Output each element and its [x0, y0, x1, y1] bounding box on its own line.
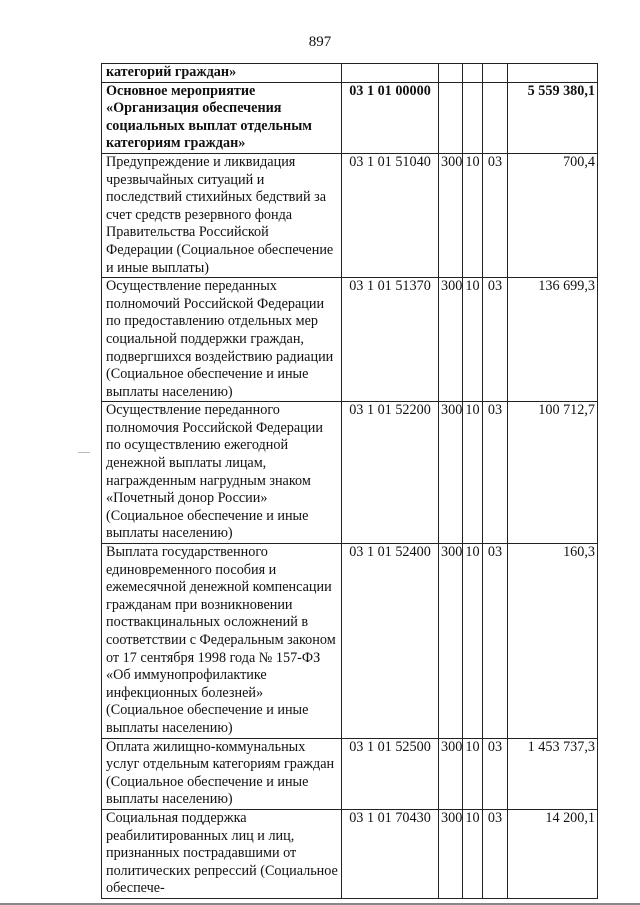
- cell-csr: 03 1 01 51370: [342, 278, 439, 402]
- cell-csr: 03 1 01 52500: [342, 738, 439, 809]
- cell-name: категорий граждан»: [102, 64, 342, 83]
- cell-name: Предупреждение и ликвидация чрезвычайных ситуаций и последствий стихийных бедствий за счет средств резервного фонда Правительства Российской Федерации (Социальное обеспечение и иные выплаты): [102, 153, 342, 277]
- table-row: [102, 809, 598, 898]
- table-row: [102, 544, 598, 739]
- cell-sum: 14 200,1: [508, 809, 598, 898]
- budget-table: [101, 63, 598, 899]
- cell-name: Основное мероприятие «Организация обеспечения социальных выплат отдельным категориям граждан»: [102, 82, 342, 153]
- table-row: [102, 64, 598, 83]
- cell-pr: 03: [483, 544, 508, 739]
- cell-rz: 10: [463, 809, 483, 898]
- cell-vr: 300: [439, 738, 463, 809]
- cell-vr: 300: [439, 153, 463, 277]
- margin-mark: [78, 452, 90, 453]
- table-row: [102, 402, 598, 544]
- cell-vr: [439, 64, 463, 83]
- cell-pr: 03: [483, 738, 508, 809]
- cell-name: Осуществление переданного полномочия Российской Федерации по осуществлению ежегодной денежной выплаты лицам, награжденным нагрудным знаком «Почетный донор России» (Социальное обеспечение и иные выплаты населению): [102, 402, 342, 544]
- table-row: [102, 153, 598, 277]
- cell-name: Социальная поддержка реабилитированных лиц и лиц, признанных пострадавшими от политических репрессий (Социальное обеспече-: [102, 809, 342, 898]
- cell-name: Оплата жилищно-коммунальных услуг отдельным категориям граждан (Социальное обеспечение и иные выплаты населению): [102, 738, 342, 809]
- cell-csr: [342, 64, 439, 83]
- cell-csr: 03 1 01 52200: [342, 402, 439, 544]
- cell-csr: 03 1 01 00000: [342, 82, 439, 153]
- cell-vr: 300: [439, 402, 463, 544]
- cell-sum: 136 699,3: [508, 278, 598, 402]
- cell-sum: 700,4: [508, 153, 598, 277]
- cell-rz: 10: [463, 402, 483, 544]
- cell-name: Выплата государственного единовременного пособия и ежемесячной денежной компенсации гражданам при возникновении поствакцинальных осложнений в соответствии с Федеральным законом от 17 сентября 1998 года № 157-ФЗ «Об иммунопрофилактике инфекционных болезней» (Социальное обеспечение и иные выплаты населению): [102, 544, 342, 739]
- table-row: [102, 278, 598, 402]
- cell-rz: 10: [463, 738, 483, 809]
- cell-sum: [508, 64, 598, 83]
- cell-csr: 03 1 01 70430: [342, 809, 439, 898]
- table-row: [102, 738, 598, 809]
- cell-vr: 300: [439, 544, 463, 739]
- cell-vr: [439, 82, 463, 153]
- cell-rz: 10: [463, 544, 483, 739]
- cell-csr: 03 1 01 52400: [342, 544, 439, 739]
- cell-pr: [483, 64, 508, 83]
- table-row: [102, 82, 598, 153]
- cell-pr: 03: [483, 153, 508, 277]
- cell-pr: 03: [483, 809, 508, 898]
- cell-pr: 03: [483, 402, 508, 544]
- cell-vr: 300: [439, 809, 463, 898]
- cell-sum: 100 712,7: [508, 402, 598, 544]
- cell-rz: [463, 64, 483, 83]
- cell-sum: 5 559 380,1: [508, 82, 598, 153]
- cell-pr: 03: [483, 278, 508, 402]
- cell-name: Осуществление переданных полномочий Российской Федерации по предоставлению отдельных мер социальной поддержки граждан, подвергшихся воздействию радиации (Социальное обеспечение и иные выплаты населению): [102, 278, 342, 402]
- cell-rz: 10: [463, 278, 483, 402]
- cell-sum: 160,3: [508, 544, 598, 739]
- page-number: 897: [308, 34, 332, 50]
- cell-pr: [483, 82, 508, 153]
- cell-rz: 10: [463, 153, 483, 277]
- cell-sum: 1 453 737,3: [508, 738, 598, 809]
- cell-vr: 300: [439, 278, 463, 402]
- cell-rz: [463, 82, 483, 153]
- cell-csr: 03 1 01 51040: [342, 153, 439, 277]
